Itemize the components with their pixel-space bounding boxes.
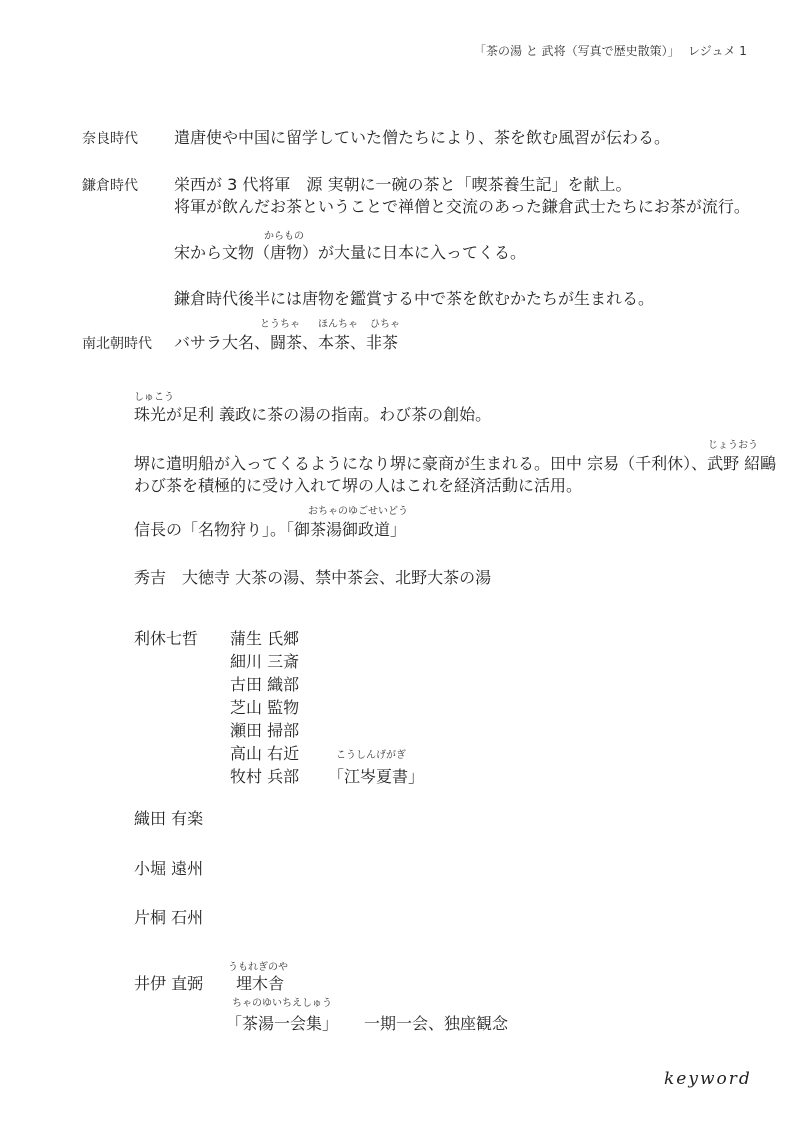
member-shibayama: 芝山 監物	[230, 698, 300, 717]
ruby-karamono: からもの	[264, 231, 304, 242]
ruby-ochanoyu-goseidou: おちゃのゆごせいどう	[308, 506, 408, 517]
nara-text: 遣唐使や中国に留学していた僧たちにより、茶を飲む風習が伝わる。	[174, 128, 671, 147]
katagiri-sekishu: 片桐 石州	[134, 908, 204, 927]
sakai-line-1: 堺に遣明船が入ってくるようになり堺に豪商が生まれる。田中 宗易（千利休）、武野 紹鷗	[134, 454, 777, 473]
shichitetsu-label: 利休七哲	[134, 629, 199, 648]
kamakura-line-3: 宋から文物（唐物）が大量に日本に入ってくる。	[174, 243, 527, 262]
sakai-line-2: わび茶を積極的に受け入れて堺の人はこれを経済活動に活用。	[134, 476, 583, 495]
ruby-toucha: とうちゃ	[260, 319, 300, 330]
kobori-enshu: 小堀 遠州	[134, 859, 204, 878]
document-title: 「茶の湯 と 武将（写真で歴史散策）」	[474, 44, 680, 58]
hideyoshi-line: 秀吉 大徳寺 大茶の湯、禁中茶会、北野大茶の湯	[134, 568, 492, 587]
era-label-nanboku: 南北朝時代	[82, 336, 152, 352]
koushin-gegaki: 「江岑夏書」	[328, 767, 425, 786]
ruby-chanoyu-ichieshu: ちゃのゆいちえしゅう	[232, 998, 332, 1009]
umoregi-no-ya: 埋木舎	[236, 974, 285, 993]
ruby-umoregi: うもれぎのや	[228, 962, 288, 973]
member-furuta: 古田 織部	[230, 675, 300, 694]
keyword-footer: keyword	[664, 1069, 752, 1089]
ruby-shukou: しゅこう	[134, 392, 174, 403]
shukou-line: 珠光が足利 義政に茶の湯の指南。わび茶の創始。	[134, 405, 492, 424]
member-makimura: 牧村 兵部	[230, 767, 300, 786]
member-gamou: 蒲生 氏郷	[230, 629, 300, 648]
ichigo-ichie: 一期一会、独座観念	[364, 1014, 509, 1033]
member-hosokawa: 細川 三斎	[230, 652, 300, 671]
ruby-honcha: ほんちゃ	[318, 319, 358, 330]
ruby-jouou: じょうおう	[708, 440, 758, 451]
era-label-kamakura: 鎌倉時代	[82, 178, 138, 194]
kamakura-line-1: 栄西が 3 代将軍 源 実朝に一碗の茶と「喫茶養生記」を献上。	[174, 175, 632, 194]
kamakura-line-2: 将軍が飲んだお茶ということで禅僧と交流のあった鎌倉武士たちにお茶が流行。	[174, 197, 750, 216]
ii-naosuke: 井伊 直弼	[134, 974, 204, 993]
page-label: レジュメ 1	[688, 44, 747, 58]
nanboku-text: バサラ大名、闘茶、本茶、非茶	[174, 333, 399, 352]
member-seta: 瀬田 掃部	[230, 721, 300, 740]
member-takayama: 高山 右近	[230, 744, 300, 763]
oda-uraku: 織田 有楽	[134, 809, 204, 828]
nobunaga-line: 信長の「名物狩り」。「御茶湯御政道」	[134, 520, 407, 539]
ruby-koushin: こうしんげがぎ	[336, 750, 406, 761]
chanoyu-ichieshu: 「茶湯一会集」	[226, 1014, 339, 1033]
ruby-hicha: ひちゃ	[370, 319, 400, 330]
kamakura-line-4: 鎌倉時代後半には唐物を鑑賞する中で茶を飲むかたちが生まれる。	[174, 289, 655, 308]
era-label-nara: 奈良時代	[82, 131, 138, 147]
